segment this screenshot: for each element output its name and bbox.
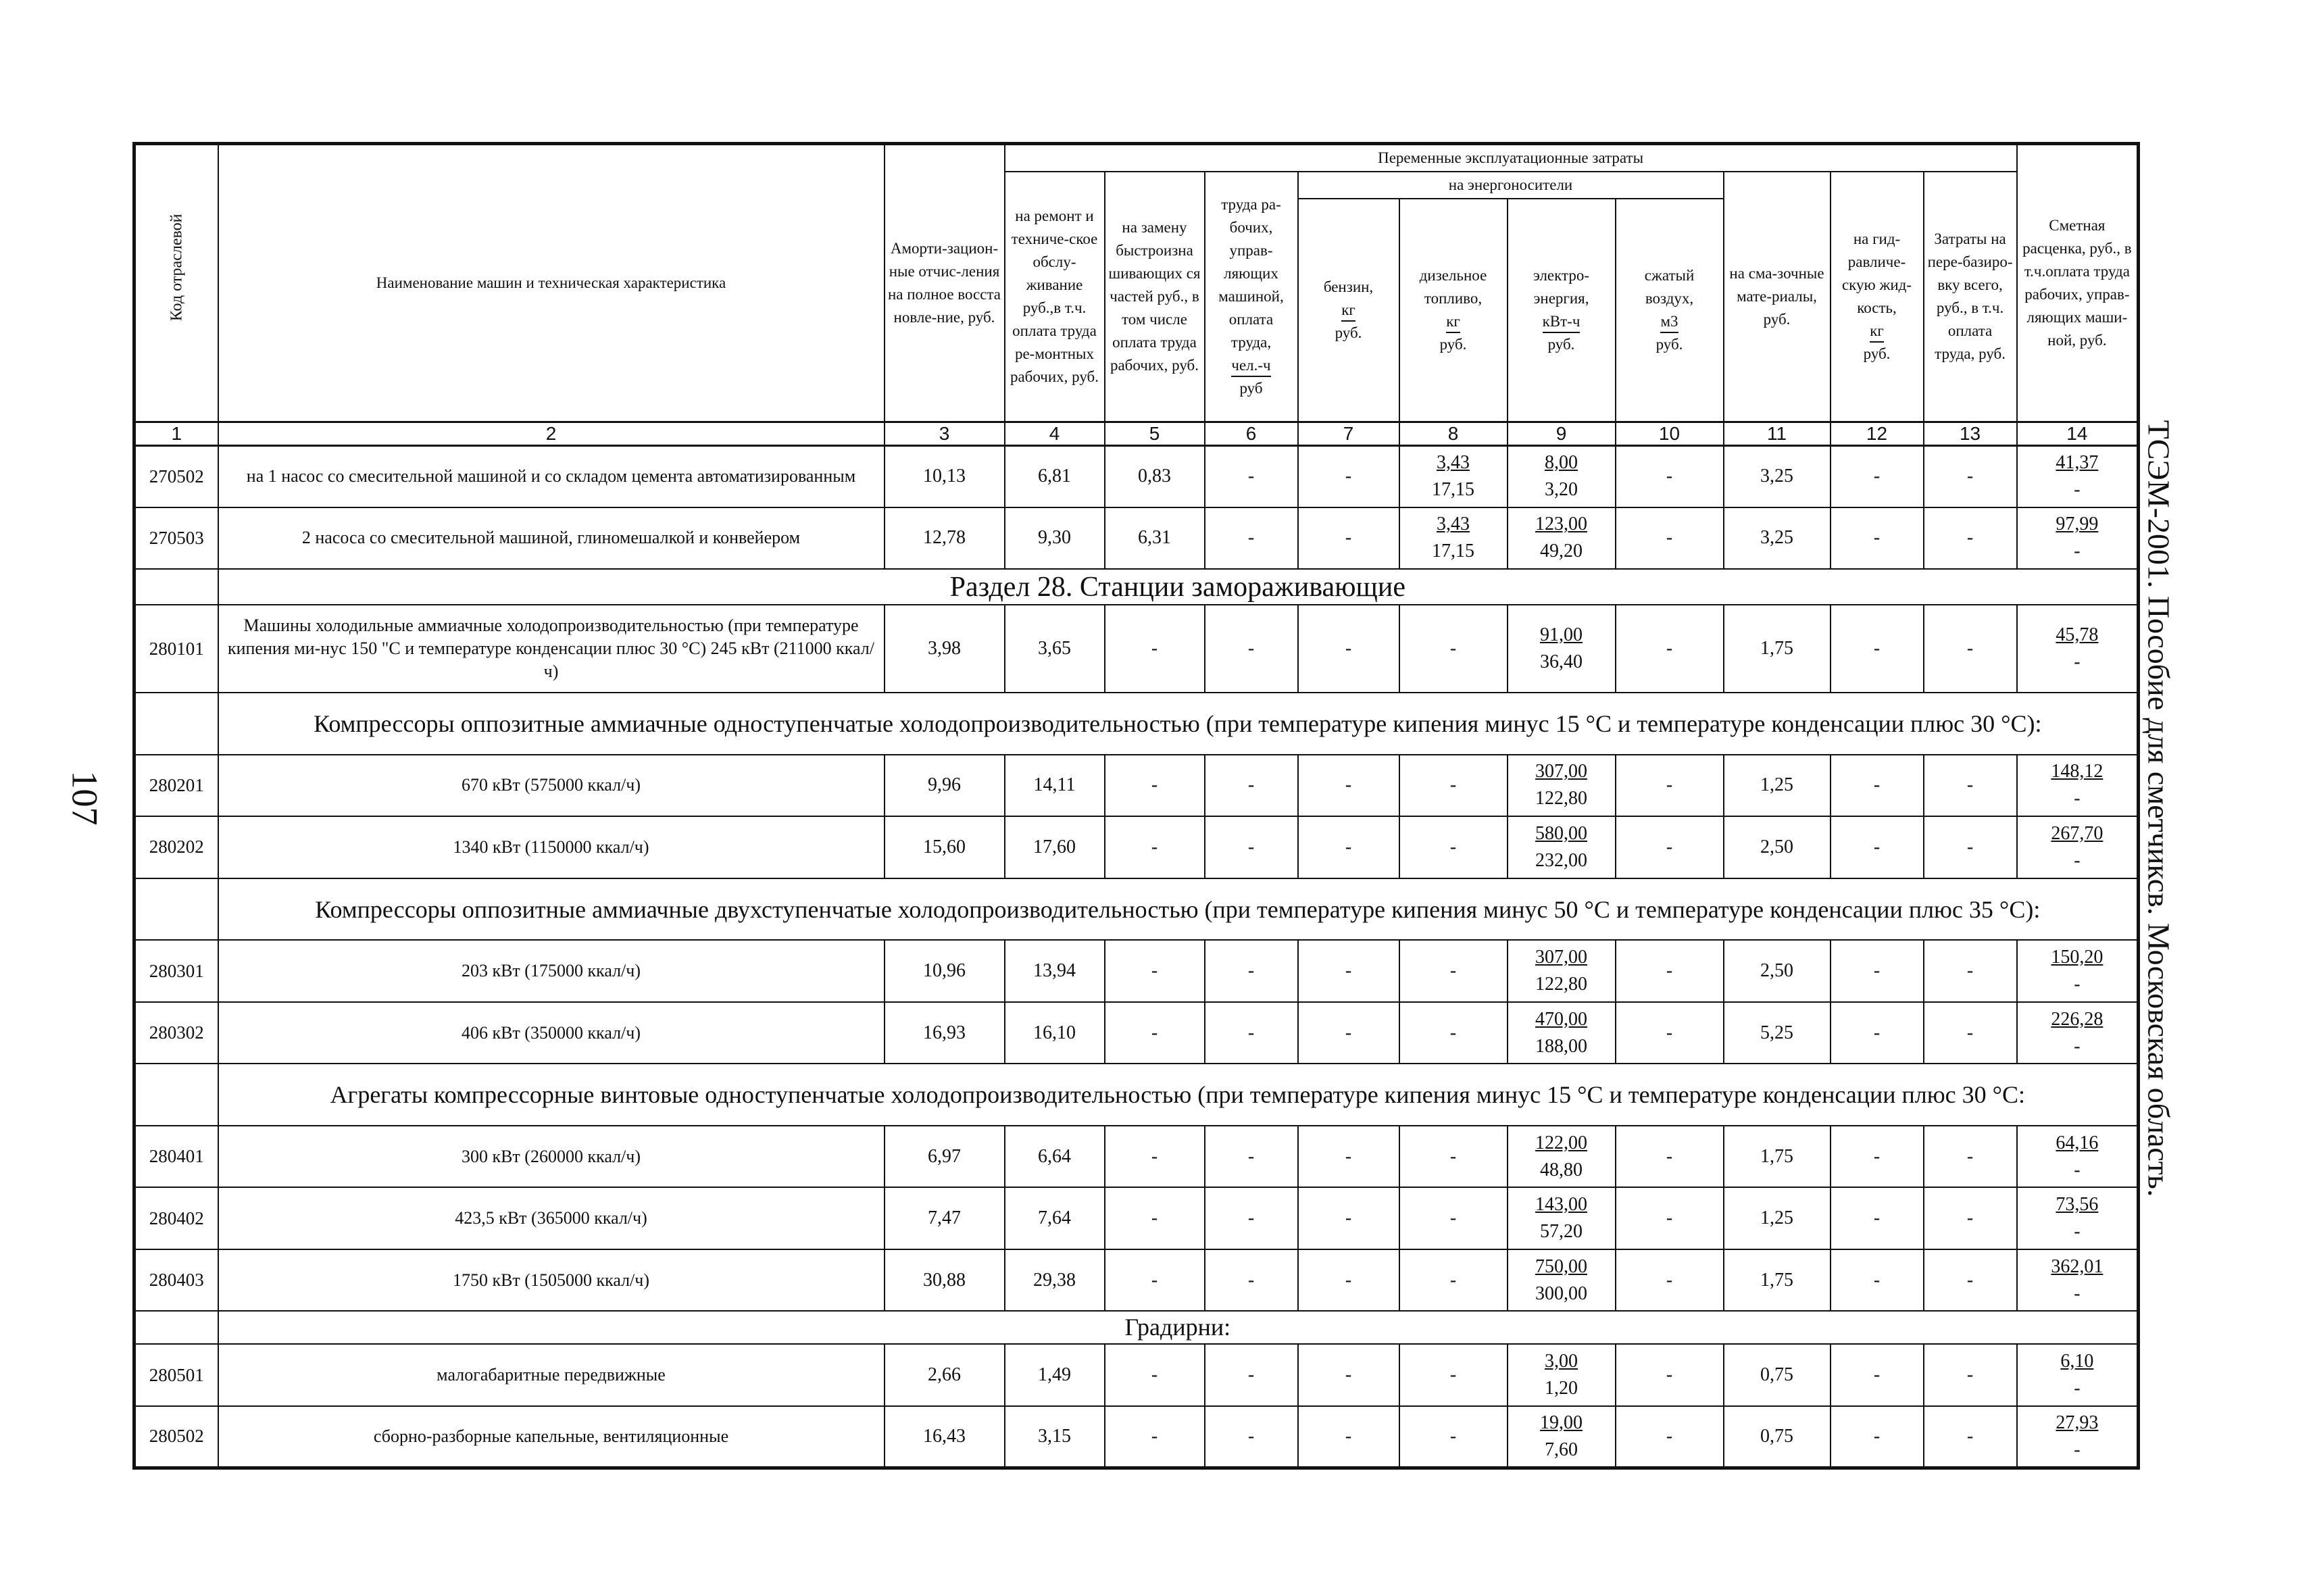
header-estimate: Сметная расценка, руб., в т.ч.оплата труда рабочих, управ-ляющих маши- ной, руб. — [2017, 144, 2139, 422]
page-number: 107 — [64, 770, 105, 826]
table-row: 280502 сборно-разборные капельные, вентиляционные 16,43 3,15 - - - - $\frac{19,00}{7,60}$ - 0,75 - - $\frac{27,93}{-}$ — [134, 1406, 2139, 1468]
rates-table — [132, 142, 2140, 1470]
header-air: сжатый воздух, м3 руб. — [1616, 199, 1724, 422]
header-name: Наименование машин и техническая характеристика — [218, 144, 885, 422]
group-row — [134, 693, 2139, 755]
header-repair: на ремонт и техниче-ское обслу-живание руб.,в т.ч. оплата труда ре-монтных рабочих, руб. — [1005, 172, 1105, 422]
table-row: 280302 406 кВт (350000 ккал/ч) 16,93 16,10 - - - - $\frac{470,00}{188,00}$ - 5,25 - - $\frac{226,28}{-}$ — [134, 1002, 2139, 1064]
table-row: 280403 1750 кВт (1505000 ккал/ч) 30,88 29,38 - - - - $\frac{750,00}{300,00}$ - 1,75 - - $\frac{362,01}{-}$ — [134, 1249, 2139, 1312]
section-row — [134, 569, 2139, 605]
table-row: 280401 300 кВт (260000 ккал/ч) 6,97 6,64 - - - - $\frac{122,00}{48,80}$ - 1,75 - - $\frac{64,16}{-}$ — [134, 1126, 2139, 1188]
header-energy: на энергоносители — [1298, 172, 1724, 199]
header-lube: на сма-зочные мате-риалы, руб. — [1724, 172, 1831, 422]
group-row — [134, 1311, 2139, 1344]
table-row: 280201 670 кВт (575000 ккал/ч) 9,96 14,11 - - - - $\frac{307,00}{122,80}$ - 1,25 - - $\frac{148,12}{-}$ — [134, 755, 2139, 817]
side-title: ТСЭМ-2001. Пособие для сметчиксв. Московская область. — [2141, 420, 2176, 1197]
header-electro: электро-энергия, кВт-ч руб. — [1508, 199, 1616, 422]
header-diesel: дизельное топливо, кг руб. — [1399, 199, 1508, 422]
header-labor: труда ра-бочих, управ-ляющих машиной, оплата труда, чел.-ч руб — [1205, 172, 1298, 422]
header-petrol: бензин, кг руб. — [1298, 199, 1399, 422]
group-title: Агрегаты компрессорные винтовые одноступенчатые холодопроизводительностью (при температуре кипения минус 15 °С и температуре конденсации плюс 30 °С: — [218, 1064, 2139, 1126]
table-row: 280202 1340 кВт (1150000 ккал/ч) 15,60 17,60 - - - - $\frac{580,00}{232,00}$ - 2,50 - - $\frac{267,70}{-}$ — [134, 816, 2139, 878]
table-row: 280402 423,5 кВт (365000 ккал/ч) 7,47 7,64 - - - - $\frac{143,00}{57,20}$ - 1,25 - - $\frac{73,56}{-}$ — [134, 1187, 2139, 1249]
header-variable: Переменные эксплуатационные затраты — [1005, 144, 2017, 172]
header-relocation: Затраты на пере-базиро-вку всего, руб., в т.ч. оплата труда, руб. — [1924, 172, 2017, 422]
header-hydro: на гид-равличе-скую жид-кость, кг руб. — [1831, 172, 1924, 422]
header-replace: на замену быстроизна шивающих ся частей руб., в том числе оплата труда рабочих, руб. — [1105, 172, 1205, 422]
table-row: 280301 203 кВт (175000 ккал/ч) 10,96 13,94 - - - - $\frac{307,00}{122,80}$ - 2,50 - - $\frac{150,20}{-}$ — [134, 940, 2139, 1002]
column-number-row: 1 2 3 4 5 6 7 8 9 10 11 12 13 14 — [134, 422, 2139, 445]
header-amort: Аморти-зацион-ные отчис-ления на полное восста новле-ние, руб. — [885, 144, 1005, 422]
group-row — [134, 1064, 2139, 1126]
table-row: 270502 на 1 насос со смесительной машиной и со складом цемента автоматизированным 10,13 6,81 0,83 - - $\frac{3,43}{17,15}$ $\frac{8,00}{3,20}$ - 3,25 - - $\frac{41,37}{-}$ — [134, 445, 2139, 507]
group-title: Компрессоры оппозитные аммиачные одноступенчатые холодопроизводительностью (при температуре кипения минус 15 °С и температуре конденсации плюс 30 °С): — [218, 693, 2139, 755]
header-code: Код отраслевой — [134, 144, 218, 422]
group-title: Градирни: — [218, 1311, 2139, 1344]
group-title: Компрессоры оппозитные аммиачные двухступенчатые холодопроизводительностью (при температуре кипения минус 50 °С и температуре конденсации плюс 35 °С): — [218, 878, 2139, 941]
table-row: 270503 2 насоса со смесительной машиной, глиномешалкой и конвейером 12,78 9,30 6,31 - - $\frac{3,43}{17,15}$ $\frac{123,00}{49,20}$ - 3,25 - - $\frac{97,99}{-}$ — [134, 507, 2139, 570]
table-row: 280101 Машины холодильные аммиачные холодопроизводительностью (при температуре кипения ми-нус 150 "С и температуре конденсации плюс 30 °С) 245 кВт (211000 ккал/ч) 3,98 3,65 - - - - $\frac{91,00}{36,40}$ - 1,75 - - $\frac{45,78}{-}$ — [134, 605, 2139, 693]
section-title: Раздел 28. Станции замораживающие — [218, 569, 2139, 605]
table-row: 280501 малогабаритные передвижные 2,66 1,49 - - - - $\frac{3,00}{1,20}$ - 0,75 - - $\frac{6,10}{-}$ — [134, 1344, 2139, 1406]
group-row — [134, 878, 2139, 941]
